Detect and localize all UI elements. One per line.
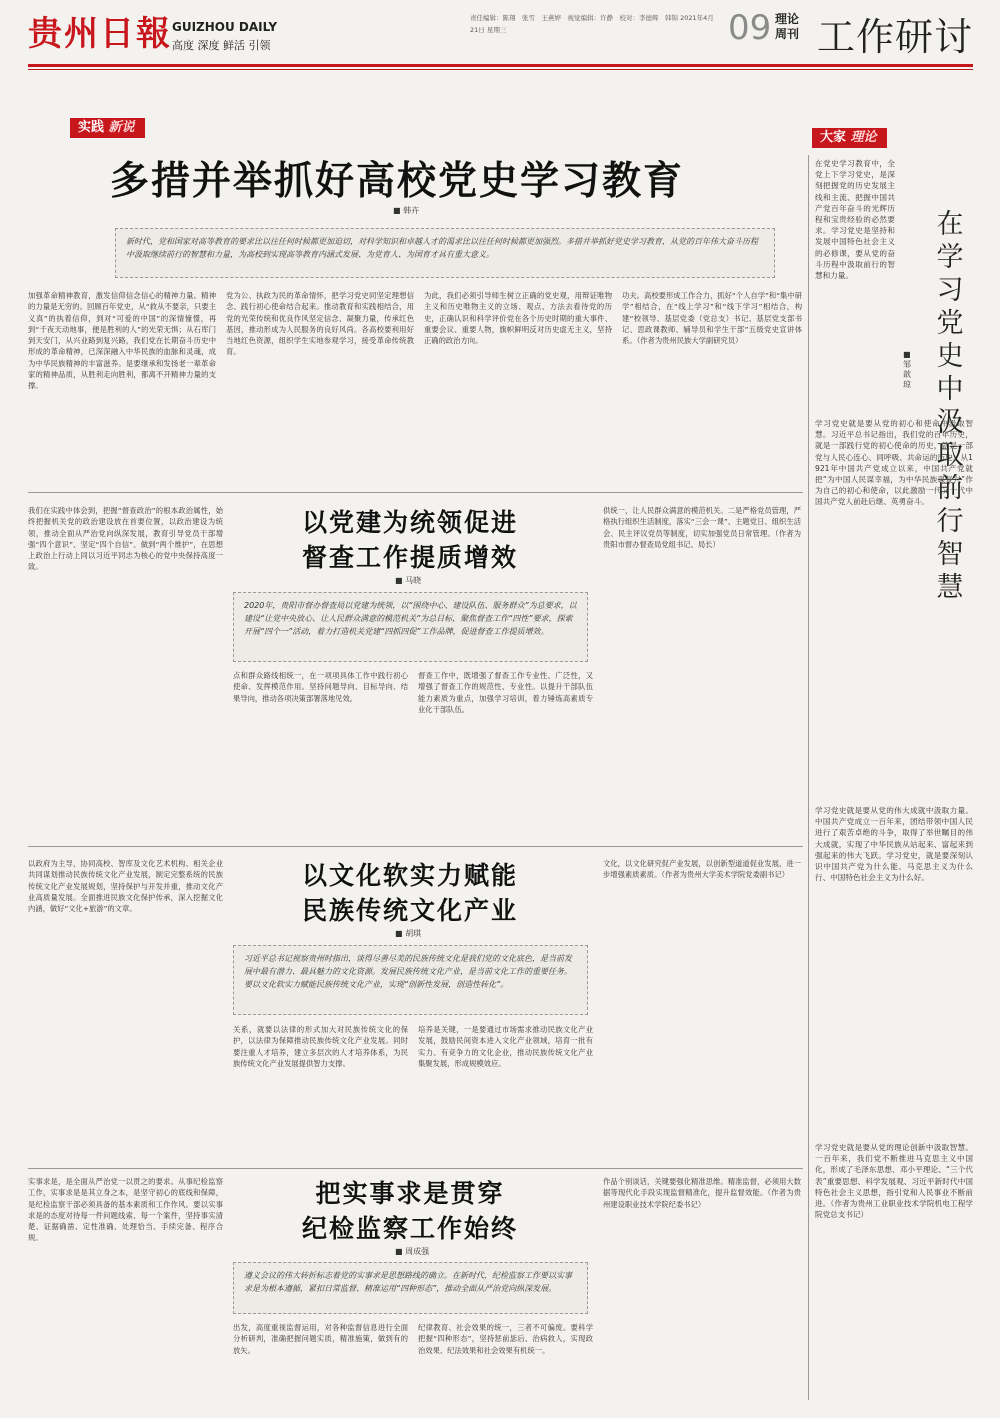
article1-column-3: 为此，我们必须引导师生树立正确的党史观，用辩证唯物主义和历史唯物主义的立场、观点、方法去看待党的历史，正确认识和科学评价党在各个历史时期的重大事件、重要会议、重要人物，旗帜鲜明反对历史虚无主义，坚持正确的政治方向。: [424, 291, 612, 346]
article2-bottom-rule: [28, 846, 803, 847]
article2-byline: ■ 马晓: [395, 576, 422, 585]
section-tag-practice: [70, 118, 145, 138]
article1-bottom-rule: [28, 492, 803, 493]
section-tag-second: 理论: [850, 130, 877, 145]
masthead-rule: [28, 64, 973, 67]
article3-column-3: 培养是关键，一是要通过市场需求推动民族文化产业发展，鼓励民间资本进入文化产业领域，培育一批有实力、有竞争力的文化企业，推动民族传统文化产业集聚发展，形成规模效应。: [418, 1025, 593, 1068]
sidebar-intro: 在党史学习教育中，全党上下学习党史，是深刻把握党的历史发展主线和主流、把握中国共产党百年奋斗的光辉历程和宝贵经验的必然要求。学习党史是坚持和发展中国特色社会主义的必修课，要从党的奋斗历程中汲取前行的智慧和力量。: [815, 159, 895, 281]
article1-column-2: 党为公、执政为民的革命情怀，把学习党史同坚定理想信念、践行初心使命结合起来。推动教育和实践相结合，用党的光荣传统和优良作风坚定信念、凝聚力量，传承红色基因，推动形成为人民服务的良好风尚。各高校要利用好当地红色资源，组织学生实地参观学习，接受革命传统教育。: [226, 291, 414, 357]
sidebar-column-2: 学习党史就是要从党的伟大成就中汲取力量。中国共产党成立一百年来，团结带领中国人民进行了艰苦卓绝的斗争，取得了举世瞩目的伟大成就，实现了中华民族从站起来、富起来到强起来的伟大飞跃。学习党史，就是要深刻认识中国共产党为什么能、马克思主义为什么行、中国特色社会主义为什么好。: [815, 806, 973, 883]
masthead-slogan: 高度 深度 鲜活 引领: [172, 39, 271, 52]
article4-headline: 把实事求是贯穿 纪检监察工作始终: [301, 1179, 518, 1243]
article2-headline: 以党建为统领促进 督查工作提质增效: [301, 508, 518, 572]
article2-column-1: 我们在实践中体会到，把握“督查政治”的根本政治属性，始终把握机关党的政治建设放在首要位置，以政治建设为统领，推动全面从严治党向纵深发展，教育引导党员干部增强“四个意识”、坚定“四个自信”、做到“两个维护”，在思想上政治上行动上同以习近平同志为核心的党中央保持高度一致。: [28, 506, 223, 572]
article4-column-1: 实事求是，是全面从严治党一以贯之的要求。从事纪检监察工作，实事求是是其立身之本，是坚守初心的底线和保障，是纪检监察干部必须具备的基本素质和工作作风。要以实事求是的态度对待每一件问题线索、每一个案件，坚持事实清楚、证据确凿、定性准确、处理恰当、手续完备、程序合规。: [28, 1177, 223, 1243]
masthead-thin-rule: [28, 69, 973, 70]
section-tag-first: 实践: [78, 120, 105, 135]
sidebar-divider: [808, 155, 809, 1400]
article4-byline: ■ 周成强: [395, 1247, 430, 1256]
article1-headline: 多措并举抓好高校党史学习教育: [110, 159, 685, 204]
article4-column-2: 出发，高度重视监督运用，对各种监督信息进行全面分析研判，准确把握问题实质，精准施策，做到有的放矢。: [233, 1323, 408, 1355]
section-label: 理论 周刊: [775, 12, 800, 41]
article1-column-1: 加强革命精神教育，激发信仰信念信心的精神力量。精神的力量是无穷的。回顾百年党史，从“救从不要亲，只要主义真”的执着信仰，到对“可爱的中国”的深情憧憬，再到“千夜天动地事，便是胜利的人”的光荣无惧；从石库门到天安门，从兴业路到复兴路，我们党在长期奋斗历史中形成的革命精神，已深深融入中华民族的血脉和灵魂，成为中华民族精神的丰富滋养。是要继承和发扬老一辈革命家的精神品质，从胜利走向胜利，都离不开精神力量的支撑。: [28, 291, 216, 391]
article1-column-4: 功夫。高校要形成工作合力，抓好“个人自学”和“集中研学”相结合，在“线上学习”和“线下学习”相结合，构建“校领导、基层党委（党总支）书记、基层党支部书记、思政课教师、辅导员和学生干部”五级党史宣讲体系。（作者为贵州民族大学副研究员）: [622, 291, 802, 346]
article3-column-1: 以政府为主导，协同高校、智库及文化艺术机构、相关企业共同谋划推动民族传统文化产业发展，制定完整系统的民族传统文化产业发展规划，坚持保护与开发并重，推动文化产业高质量发展。全面推进民族文化保护传承，深入挖掘文化内涵，做好“文化+旅游”的文章。: [28, 859, 223, 914]
sidebar-byline: ■ 邹歆琼: [903, 350, 911, 389]
section-tag-first: 大家: [820, 130, 847, 145]
article3-abstract: 习近平总书记视察贵州时指出，谈得尽善尽美的民族传统文化是我们党的文化底色，是当前发展中最有潜力、最具魅力的文化资源。发展民族传统文化产业，是当前文化工作的重要任务。要以文化软实力赋能民族传统文化产业，实现“创新性发展，创造性转化”。: [233, 945, 588, 1015]
article3-headline: 以文化软实力赋能 民族传统文化产业: [301, 861, 518, 925]
article3-bottom-rule: [28, 1168, 803, 1169]
section-tag-theory: [812, 128, 887, 148]
masthead-logo: 贵州日報: [28, 14, 172, 54]
sidebar-column-1: 学习党史就是要从党的初心和使命中汲取智慧。习近平总书记指出，我们党的百年历史，就是一部践行党的初心使命的历史，就是一部党与人民心连心、同呼吸、共命运的历史。从1921年中国共产党成立以来，中国共产党就把“为中国人民谋幸福，为中华民族谋复兴”作为自己的初心和使命，以此激励一代又一代中国共产党人前赴后继、英勇奋斗。: [815, 419, 973, 507]
sidebar-column-3: 学习党史就是要从党的理论创新中汲取智慧。一百年来，我们党不断推进马克思主义中国化，形成了毛泽东思想、邓小平理论、“三个代表”重要思想、科学发展观、习近平新时代中国特色社会主义思想，指引党和人民事业不断前进。（作者为贵州工业职业技术学院机电工程学院党总支书记）: [815, 1143, 973, 1220]
article3-column-2: 关系，就要以法律的形式加大对民族传统文化的保护，以法律为保障推动民族传统文化产业发展。同时要注重人才培养，建立多层次的人才培养体系，为民族传统文化产业发展提供智力支撑。: [233, 1025, 408, 1068]
sidebar-headline: 在学习党史中汲取前行智慧: [936, 209, 964, 603]
article1-abstract: 新时代，党和国家对高等教育的要求比以往任何时候都更加迫切，对科学知识和卓越人才的渴求比以往任何时候都更加强烈。多措并举抓好党史学习教育，从党的百年伟大奋斗历程中汲取继续前行的智慧和力量，为高校到实现高等教育内涵式发展、为党育人、为国育才具有重大意义。: [115, 228, 775, 278]
article2-column-3: 督查工作中，既增强了督查工作专业性、广泛性，又增强了督查工作的规范性、专业性。以提升干部队伍能力素质为重点，加强学习培训，着力锤炼高素质专业化干部队伍。: [418, 671, 593, 714]
section-tag-second: 新说: [108, 120, 135, 135]
article4-column-4: 作品个别谈话，关键要强化精准思维。精准监督，必须用大数据等现代化手段实现监督精准化，提升监督效能。（作者为贵州建设职业技术学院纪委书记）: [603, 1177, 801, 1209]
article2-column-4: 供统一，让人民群众满意的模范机关。二是严格党员管理，严格执行组织生活制度，落实“三会一课”、主题党日、组织生活会、民主评议党员等制度，切实加强党员日常管理。（作者为贵阳市督办督查局党组书记、局长）: [603, 506, 801, 549]
article2-column-2: 点和群众路线相统一，在一项项具体工作中践行初心使命、发挥模范作用。坚持问题导向、目标导向、结果导向，推动各项决策部署落地见效。: [233, 671, 408, 703]
masthead-english-name: GUIZHOU DAILY: [172, 20, 278, 34]
article2-abstract: 2020年，贵阳市督办督查局以党建为统领，以“围绕中心、建设队伍、服务群众”为总要求，以建设“让党中央放心、让人民群众满意的模范机关”为总目标，聚焦督查工作“四性”要求，探索开展“四个一”活动，着力打造机关党建“四抓四促”工作品牌，促进督查工作提质增效。: [233, 592, 588, 662]
page-number: 09: [728, 8, 772, 48]
article3-column-4: 文化，以文化研究促产业发展，以创新型道道促业发展，进一步增强素质素质。（作者为贵州大学美术学院党委副书记）: [603, 859, 801, 880]
article1-byline: ■ 韩卉: [393, 206, 420, 215]
masthead-editor-info: 责任编辑：陈翔 张雪 王燕婷 视觉编辑：许静 校对：李德辉 韩锦 2021年4月21日 星期三: [470, 14, 714, 34]
article4-abstract: 遵义会议的伟大转折标志着党的实事求是思想路线的确立。在新时代，纪检监察工作要以实事求是为根本遵循，紧扣日常监督、精准运用“四种形态”，推动全面从严治党向纵深发展。: [233, 1262, 588, 1314]
article3-byline: ■ 胡琪: [395, 929, 422, 938]
page-title: 工作研讨: [817, 15, 974, 59]
article4-column-3: 纪律教育、社会效果的统一，三者不可偏废。要科学把握“四种形态”，坚持惩前毖后、治病救人，实现政治效果、纪法效果和社会效果有机统一。: [418, 1323, 593, 1355]
